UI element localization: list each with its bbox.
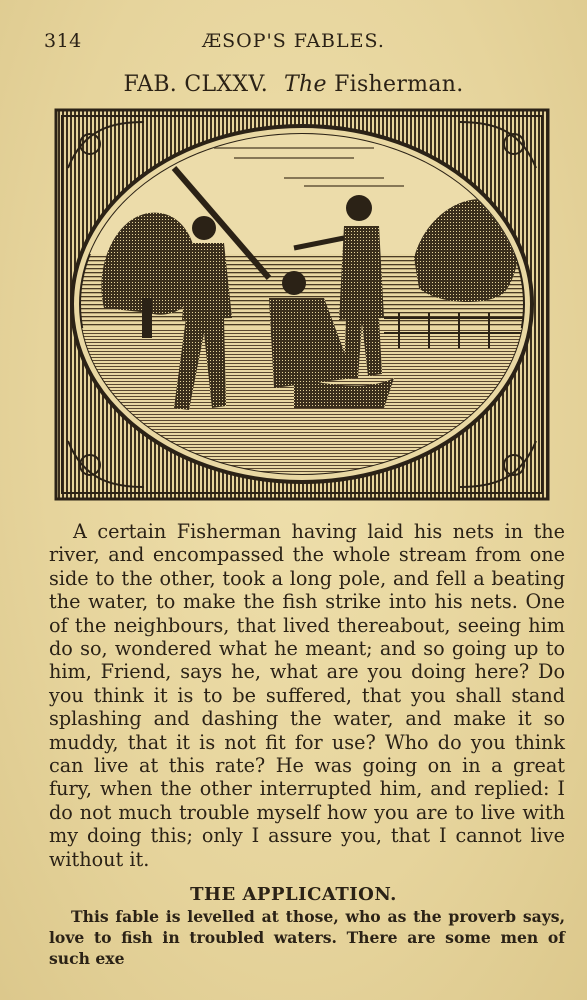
application-text: This fable is levelled at those, who as the proverb says, love to fish in troubled waters. There are some men of such exe	[49, 907, 565, 968]
fable-title: Fisherman.	[334, 72, 464, 97]
application-heading: THE APPLICATION.	[190, 884, 397, 905]
running-head	[0, 30, 587, 60]
woodcut-fisherman-icon	[54, 108, 550, 501]
fable-heading	[0, 72, 587, 97]
page-number: 314	[44, 30, 82, 52]
fable-title-italic: The	[284, 72, 327, 97]
fable-body-text: A certain Fisherman having laid his nets in the river, and encompassed the whole stream from one side to the other, took a long pole, and fell a beating the water, to make the fish strike into his nets. One of the neighbours, that lived thereabout, seeing him do so, wondered what he meant; and so going up to him, Friend, says he, what are you doing here? Do you think it is to be suffered, that you shall stand splashing and dashing the water, and make it so muddy, that it is not fit for use? Who do you think can live at this rate? He was going on in a great fury, when the other interrupted him, and replied: I do not much trouble myself how you are to live with my doing this; only I assure you, that I cannot live without it.	[49, 520, 565, 871]
running-title: ÆSOP'S FABLES.	[202, 30, 385, 52]
fable-number: FAB. CLXXV.	[123, 72, 268, 97]
